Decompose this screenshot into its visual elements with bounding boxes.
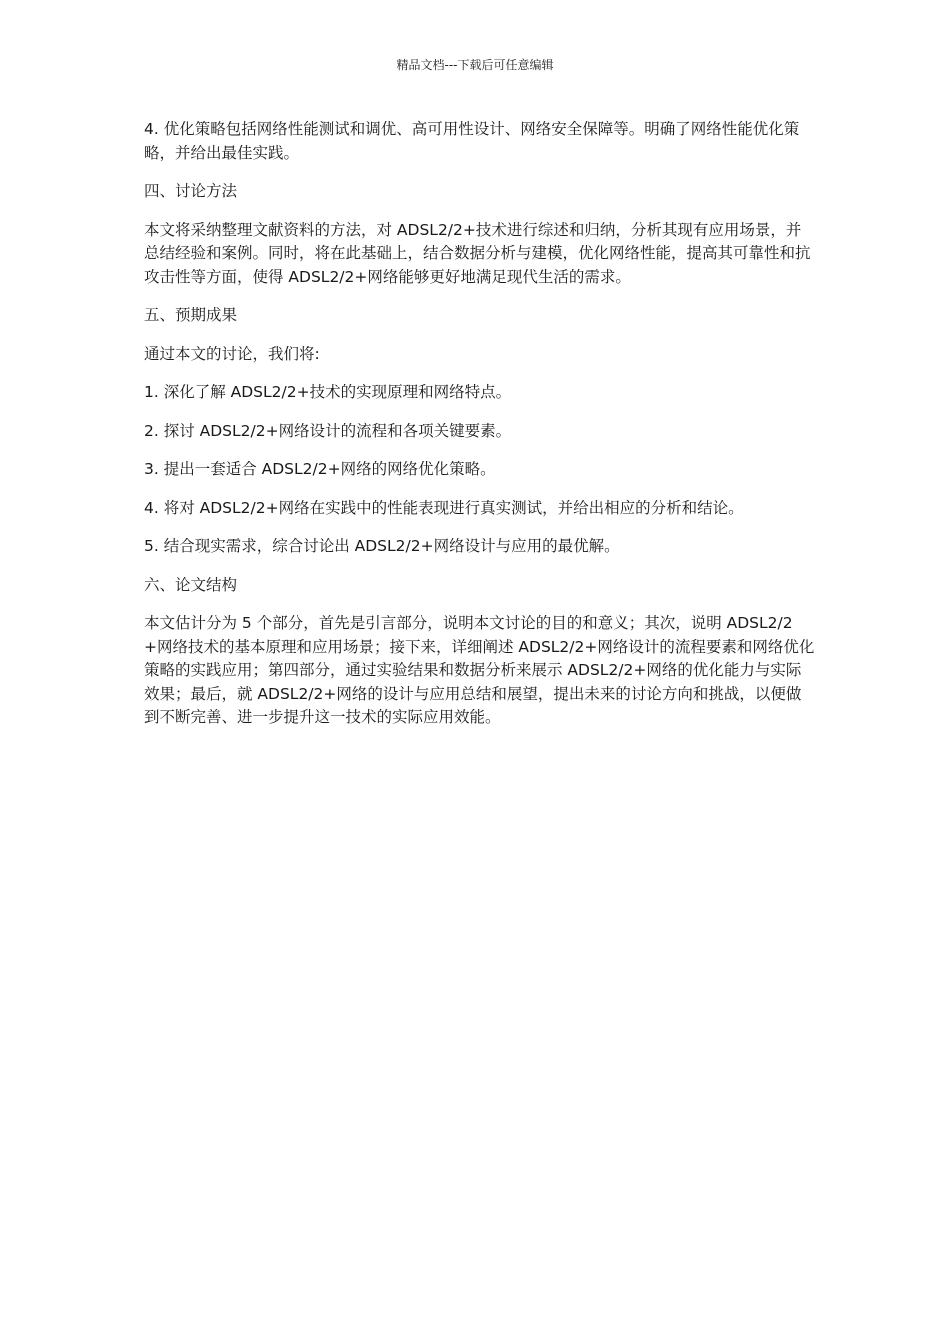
document-body <box>144 118 816 745</box>
list-item: 3. 提出一套适合 ADSL2/2+网络的网络优化策略。 <box>144 460 496 478</box>
page-header: 精品文档---下载后可任意编辑 <box>396 58 554 72</box>
section-heading-expected-results: 五、预期成果 <box>144 306 238 324</box>
list-item: 2. 探讨 ADSL2/2+网络设计的流程和各项关键要素。 <box>144 421 512 440</box>
section-heading-structure: 六、论文结构 <box>144 575 238 594</box>
list-item: 4. 将对 ADSL2/2+网络在实践中的性能表现进行真实测试，并给出相应的分析和结论。 <box>144 498 744 517</box>
paragraph-optimization-strategy: 4. 优化策略包括网络性能测试和调优、高可用性设计、网络安全保障等。明确了网络性能优化策略，并给出最佳实践。 <box>144 120 800 162</box>
paragraph-methods: 本文将采纳整理文献资料的方法，对 ADSL2/2+技术进行综述和归纳，分析其现有应用场景，并总结经验和案例。同时，将在此基础上，结合数据分析与建模，优化网络性能，提高其可靠性和抗攻击性等方面，使得 ADSL2/2+网络能够更好地满足现代生活的需求。 <box>144 220 811 286</box>
section-heading-methods: 四、讨论方法 <box>144 182 238 200</box>
paragraph-intro: 通过本文的讨论，我们将: <box>144 344 320 363</box>
paragraph-structure: 本文估计分为 5 个部分，首先是引言部分，说明本文讨论的目的和意义；其次，说明 ADSL2/2+网络技术的基本原理和应用场景；接下来，详细阐述 ADSL2/2+网络设计的流程要素和网络优化策略的实践应用；第四部分，通过实验结果和数据分析来展示 ADSL2/2+网络的优化能力与实际效果；最后，就 ADSL2/2+网络的设计与应用总结和展望，提出未来的讨论方向和挑战，以便做到不断完善、进一步提升这一技术的实际应用效能。 <box>144 614 815 726</box>
list-item: 1. 深化了解 ADSL2/2+技术的实现原理和网络特点。 <box>144 383 512 401</box>
list-item: 5. 结合现实需求，综合讨论出 ADSL2/2+网络设计与应用的最优解。 <box>144 537 620 555</box>
